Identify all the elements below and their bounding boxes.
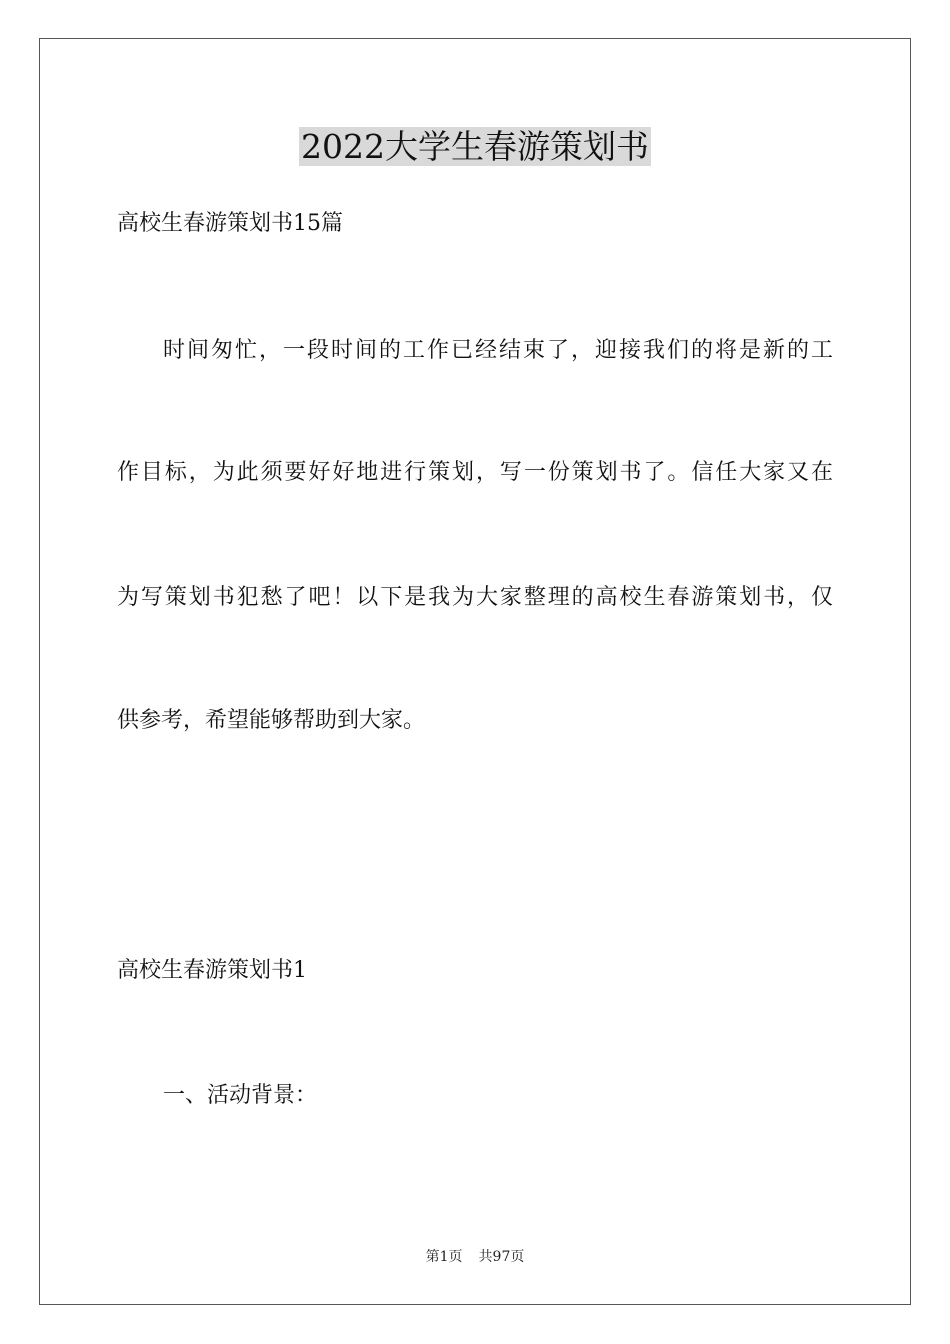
intro-line-4: 供参考，希望能够帮助到大家。 <box>117 708 426 733</box>
intro-line-2: 作目标，为此须要好好地进行策划，写一份策划书了。信任大家又在 <box>117 460 833 485</box>
page-footer <box>0 1247 950 1267</box>
document-title <box>0 124 950 170</box>
page-number-total: 共97页 <box>478 1249 525 1265</box>
subsection-heading: 一、活动背景： <box>163 1083 318 1108</box>
document-subtitle: 高校生春游策划书15篇 <box>117 211 343 236</box>
intro-line-1: 时间匆忙，一段时间的工作已经结束了，迎接我们的将是新的工 <box>163 338 833 363</box>
intro-line-3: 为写策划书犯愁了吧！以下是我为大家整理的高校生春游策划书，仅 <box>117 585 833 610</box>
document-title-text: 2022大学生春游策划书 <box>301 127 649 166</box>
section-heading: 高校生春游策划书1 <box>117 958 307 983</box>
page-number-current: 第1页 <box>425 1249 463 1265</box>
